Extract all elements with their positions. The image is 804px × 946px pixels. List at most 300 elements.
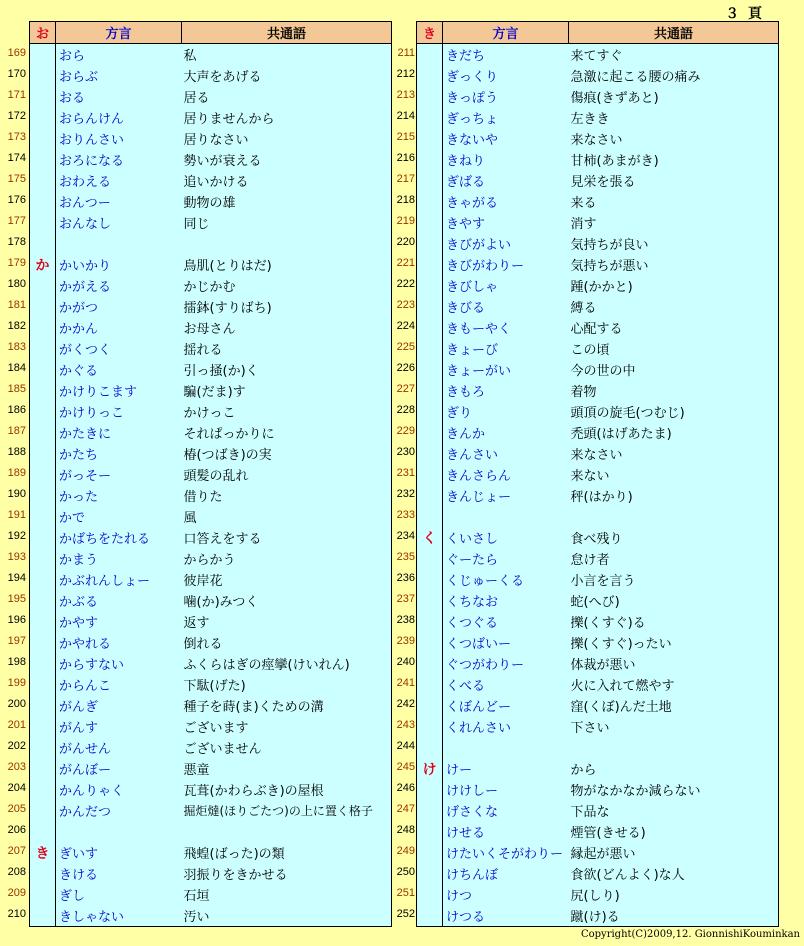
section-kana <box>417 359 443 380</box>
section-kana <box>417 695 443 716</box>
dialect-word: がんぎ <box>56 695 182 716</box>
row-number: 183 <box>7 341 26 353</box>
section-kana <box>417 569 443 590</box>
dialect-word: かがつ <box>56 296 182 317</box>
table-row <box>30 380 392 401</box>
standard-word: 同じ <box>182 212 392 233</box>
table-row <box>417 443 779 464</box>
table-row <box>30 233 392 254</box>
table-row <box>417 737 779 758</box>
section-kana <box>417 128 443 149</box>
dialect-word: かぶる <box>56 590 182 611</box>
row-number: 215 <box>396 131 415 143</box>
table-row <box>417 779 779 800</box>
standard-word: 揺れる <box>182 338 392 359</box>
standard-word: 風 <box>182 506 392 527</box>
row-number: 216 <box>396 152 415 164</box>
table-row <box>30 359 392 380</box>
table-row <box>30 107 392 128</box>
standard-word: 返す <box>182 611 392 632</box>
dialect-word: けー <box>443 758 569 779</box>
row-number: 251 <box>396 887 415 899</box>
row-number: 226 <box>396 362 415 374</box>
section-kana: く <box>417 527 443 548</box>
standard-word: 擂鉢(すりばち) <box>182 296 392 317</box>
row-number: 214 <box>396 110 415 122</box>
table-row <box>417 800 779 821</box>
section-kana <box>30 233 56 254</box>
standard-word: それぱっかりに <box>182 422 392 443</box>
dialect-word: がくつく <box>56 338 182 359</box>
section-kana <box>30 779 56 800</box>
table-row <box>417 317 779 338</box>
dialect-word: かかん <box>56 317 182 338</box>
row-number: 202 <box>7 740 26 752</box>
section-kana <box>30 380 56 401</box>
dialect-word: かぐる <box>56 359 182 380</box>
table-row <box>30 44 392 66</box>
standard-word: 下さい <box>569 716 779 737</box>
table-row <box>417 884 779 905</box>
standard-word: 気持ちが悪い <box>569 254 779 275</box>
row-number: 211 <box>397 47 415 59</box>
standard-word: 秤(はかり) <box>569 485 779 506</box>
section-kana <box>30 359 56 380</box>
dialect-word: がんせん <box>56 737 182 758</box>
row-number: 234 <box>396 530 415 542</box>
dialect-word: おらんけん <box>56 107 182 128</box>
dialect-word: きける <box>56 863 182 884</box>
table-row <box>30 170 392 191</box>
section-kana <box>30 485 56 506</box>
row-number: 206 <box>7 824 26 836</box>
row-number: 192 <box>7 530 26 542</box>
standard-word: 口答えをする <box>182 527 392 548</box>
section-kana <box>30 569 56 590</box>
row-number: 221 <box>396 257 415 269</box>
section-kana <box>417 590 443 611</box>
row-number: 208 <box>7 866 26 878</box>
header-row <box>30 22 392 44</box>
dialect-word: かやれる <box>56 632 182 653</box>
standard-word: 火に入れて燃やす <box>569 674 779 695</box>
dialect-word: おんつー <box>56 191 182 212</box>
standard-word: 心配する <box>569 317 779 338</box>
section-kana <box>30 464 56 485</box>
standard-word: 勢いが衰える <box>182 149 392 170</box>
table-row <box>417 527 779 548</box>
standard-word: 下駄(げた) <box>182 674 392 695</box>
section-kana <box>30 170 56 191</box>
dialect-word <box>443 737 569 758</box>
row-number: 188 <box>7 446 26 458</box>
row-number: 204 <box>7 782 26 794</box>
dialect-word: かった <box>56 485 182 506</box>
section-kana <box>30 653 56 674</box>
section-kana <box>30 44 56 66</box>
row-number: 245 <box>396 761 415 773</box>
standard-word: 縁起が悪い <box>569 842 779 863</box>
table-row <box>417 695 779 716</box>
standard-word: 今の世の中 <box>569 359 779 380</box>
dialect-word: ぎし <box>56 884 182 905</box>
row-number: 171 <box>7 89 26 101</box>
dialect-word: くじゅーくる <box>443 569 569 590</box>
standard-word: 尻(しり) <box>569 884 779 905</box>
row-number: 201 <box>7 719 26 731</box>
row-number: 187 <box>7 425 26 437</box>
section-kana: け <box>417 758 443 779</box>
row-number: 177 <box>7 215 26 227</box>
table-row <box>30 653 392 674</box>
dialect-word: けつ <box>443 884 569 905</box>
standard-word: 騙(だま)す <box>182 380 392 401</box>
row-number: 249 <box>396 845 415 857</box>
section-kana <box>417 380 443 401</box>
dialect-word: おりんさい <box>56 128 182 149</box>
row-number: 250 <box>396 866 415 878</box>
standard-word: 縛る <box>569 296 779 317</box>
dialect-word: かやす <box>56 611 182 632</box>
standard-word <box>569 506 779 527</box>
dialect-word: けけしー <box>443 779 569 800</box>
dialect-word: くちなお <box>443 590 569 611</box>
row-number: 252 <box>396 908 415 920</box>
table-row <box>417 674 779 695</box>
standard-word: 下品な <box>569 800 779 821</box>
dialect-word: かばちをたれる <box>56 527 182 548</box>
dialect-word: きびる <box>443 296 569 317</box>
dialect-word: かで <box>56 506 182 527</box>
table-row <box>417 863 779 884</box>
standard-word: 禿頭(はげあたま) <box>569 422 779 443</box>
table-row <box>417 170 779 191</box>
section-kana <box>30 737 56 758</box>
standard-word: 物がなかなか減らない <box>569 779 779 800</box>
dialect-word <box>443 506 569 527</box>
row-numbers-left <box>0 43 26 925</box>
table-row <box>30 275 392 296</box>
dialect-word <box>56 821 182 842</box>
table-row <box>30 317 392 338</box>
section-kana <box>30 758 56 779</box>
section-kana <box>417 65 443 86</box>
standard-word: 小言を言う <box>569 569 779 590</box>
table-row <box>417 44 779 66</box>
section-kana <box>30 317 56 338</box>
section-kana <box>417 611 443 632</box>
dialect-word: おらぶ <box>56 65 182 86</box>
table-row <box>30 884 392 905</box>
table-row <box>417 548 779 569</box>
row-number: 246 <box>396 782 415 794</box>
dialect-word: おら <box>56 44 182 66</box>
row-number: 228 <box>396 404 415 416</box>
dialect-word: おんなし <box>56 212 182 233</box>
section-kana <box>417 191 443 212</box>
section-kana <box>30 905 56 927</box>
standard-word: 来ない <box>569 464 779 485</box>
dialect-word: かまう <box>56 548 182 569</box>
table-row <box>417 611 779 632</box>
section-kana <box>30 191 56 212</box>
row-number: 207 <box>7 845 26 857</box>
table-row <box>417 758 779 779</box>
standard-word: 彼岸花 <box>182 569 392 590</box>
dialect-word: きびしゃ <box>443 275 569 296</box>
dialect-word: おろになる <box>56 149 182 170</box>
table-row <box>417 590 779 611</box>
dialect-word: かんだつ <box>56 800 182 821</box>
section-kana: か <box>30 254 56 275</box>
standard-word: 頭髪の乱れ <box>182 464 392 485</box>
table-row <box>30 464 392 485</box>
row-number: 217 <box>396 173 415 185</box>
dialect-word: くれんさい <box>443 716 569 737</box>
standard-word: 来る <box>569 191 779 212</box>
standard-word: 私 <box>182 44 392 66</box>
table-row <box>30 611 392 632</box>
standard-word: 左きき <box>569 107 779 128</box>
row-number: 186 <box>7 404 26 416</box>
dialect-word: かたきに <box>56 422 182 443</box>
table-row <box>417 842 779 863</box>
section-kana <box>30 422 56 443</box>
standard-word: 見栄を張る <box>569 170 779 191</box>
section-kana <box>417 422 443 443</box>
dialect-word: きもーやく <box>443 317 569 338</box>
standard-word: 鳥肌(とりはだ) <box>182 254 392 275</box>
standard-word: 食べ残り <box>569 527 779 548</box>
row-number: 179 <box>7 257 26 269</box>
table-row <box>417 149 779 170</box>
table-row <box>417 905 779 927</box>
standard-word: 来てすぐ <box>569 44 779 66</box>
section-kana <box>417 338 443 359</box>
table-row <box>417 821 779 842</box>
dialect-word: ぎいす <box>56 842 182 863</box>
standard-word: 来なさい <box>569 443 779 464</box>
table-row <box>417 212 779 233</box>
row-numbers-right <box>389 43 415 925</box>
table-row <box>30 674 392 695</box>
standard-word: 擽(くすぐ)る <box>569 611 779 632</box>
row-number: 225 <box>396 341 415 353</box>
dialect-word: かんりゃく <box>56 779 182 800</box>
section-kana <box>30 548 56 569</box>
standard-word: 倒れる <box>182 632 392 653</box>
section-kana <box>30 695 56 716</box>
row-number: 185 <box>7 383 26 395</box>
page-number: ３ 頁 <box>725 6 764 22</box>
table-row <box>30 527 392 548</box>
section-kana <box>30 65 56 86</box>
row-number: 218 <box>396 194 415 206</box>
section-kana <box>417 863 443 884</box>
table-row <box>417 716 779 737</box>
row-number: 194 <box>7 572 26 584</box>
section-kana <box>30 506 56 527</box>
table-row <box>30 716 392 737</box>
table-row <box>417 233 779 254</box>
row-number: 222 <box>396 278 415 290</box>
row-number: 190 <box>7 488 26 500</box>
standard-word: 煙管(きせる) <box>569 821 779 842</box>
section-kana <box>30 611 56 632</box>
standard-word: 傷痕(きずあと) <box>569 86 779 107</box>
section-kana <box>30 149 56 170</box>
dialect-word: ぎっちょ <box>443 107 569 128</box>
standard-word: 窪(くぼ)んだ土地 <box>569 695 779 716</box>
row-number: 170 <box>7 68 26 80</box>
standard-word: 大声をあげる <box>182 65 392 86</box>
section-kana <box>30 800 56 821</box>
standard-word: 蹴(け)る <box>569 905 779 927</box>
section-kana: き <box>30 842 56 863</box>
dialect-word: きびがわりー <box>443 254 569 275</box>
row-number: 240 <box>396 656 415 668</box>
row-number: 197 <box>7 635 26 647</box>
standard-word: かけっこ <box>182 401 392 422</box>
section-kana-header: お <box>30 22 56 44</box>
row-number: 210 <box>7 908 26 920</box>
section-kana <box>417 548 443 569</box>
standard-word <box>182 821 392 842</box>
dialect-word: ぐーたら <box>443 548 569 569</box>
row-number: 224 <box>396 320 415 332</box>
section-kana <box>30 107 56 128</box>
row-number: 174 <box>7 152 26 164</box>
row-number: 219 <box>396 215 415 227</box>
table-row <box>30 758 392 779</box>
table-row <box>30 485 392 506</box>
table-row <box>30 65 392 86</box>
dialect-word: きんじょー <box>443 485 569 506</box>
standard-word: から <box>569 758 779 779</box>
standard-word: 引っ掻(か)く <box>182 359 392 380</box>
row-number: 220 <box>396 236 415 248</box>
row-number: 199 <box>7 677 26 689</box>
table-row <box>417 86 779 107</box>
section-kana <box>417 653 443 674</box>
section-kana <box>417 275 443 296</box>
table-row <box>30 632 392 653</box>
table-row <box>417 338 779 359</box>
standard-word: 体裁が悪い <box>569 653 779 674</box>
row-number: 169 <box>7 47 26 59</box>
section-kana <box>417 443 443 464</box>
section-kana <box>417 506 443 527</box>
table-row <box>30 212 392 233</box>
table-row <box>417 107 779 128</box>
dialect-word: きびがよい <box>443 233 569 254</box>
standard-word: 石垣 <box>182 884 392 905</box>
table-row <box>417 359 779 380</box>
standard-word: 気持ちが良い <box>569 233 779 254</box>
section-kana <box>417 86 443 107</box>
table-row <box>30 191 392 212</box>
row-number: 195 <box>7 593 26 605</box>
table-row <box>30 779 392 800</box>
section-kana <box>30 338 56 359</box>
dialect-word: かいかり <box>56 254 182 275</box>
table-row <box>417 401 779 422</box>
standard-word: 動物の雄 <box>182 191 392 212</box>
standard-word: 頭頂の旋毛(つむじ) <box>569 401 779 422</box>
dialect-word: きないや <box>443 128 569 149</box>
table-row <box>417 296 779 317</box>
dialect-word: けたいくそがわりー <box>443 842 569 863</box>
dialect-word: きしゃない <box>56 905 182 927</box>
section-kana <box>417 800 443 821</box>
section-kana <box>30 128 56 149</box>
dialect-word: きもろ <box>443 380 569 401</box>
section-kana <box>417 212 443 233</box>
table-row <box>30 422 392 443</box>
section-kana <box>417 905 443 927</box>
section-kana <box>30 674 56 695</box>
section-kana <box>30 527 56 548</box>
copyright-notice: Copyright(C)2009,12. GionnishiKouminkan <box>580 929 800 940</box>
standard-word: ございます <box>182 716 392 737</box>
section-kana <box>417 716 443 737</box>
table-row <box>30 548 392 569</box>
table-row <box>30 86 392 107</box>
section-kana <box>30 821 56 842</box>
table-row <box>30 821 392 842</box>
table-row <box>30 443 392 464</box>
dialect-word: くぼんどー <box>443 695 569 716</box>
standard-word: 悪童 <box>182 758 392 779</box>
dialect-column-header: 方言 <box>443 22 569 44</box>
dialect-word: ぐつがわりー <box>443 653 569 674</box>
dialect-word: かけりこます <box>56 380 182 401</box>
row-number: 238 <box>396 614 415 626</box>
row-number: 178 <box>7 236 26 248</box>
row-number: 232 <box>396 488 415 500</box>
dialect-word: きやす <box>443 212 569 233</box>
dialect-word: からすない <box>56 653 182 674</box>
section-kana <box>417 233 443 254</box>
row-number: 209 <box>7 887 26 899</box>
row-number: 227 <box>396 383 415 395</box>
section-kana <box>417 401 443 422</box>
dialect-word: けちんぼ <box>443 863 569 884</box>
section-kana <box>30 443 56 464</box>
row-number: 181 <box>7 299 26 311</box>
section-kana <box>30 212 56 233</box>
dialect-word: くつぐる <box>443 611 569 632</box>
standard-word: 掘炬燵(ほりごたつ)の上に置く格子 <box>182 800 392 821</box>
dialect-word: おわえる <box>56 170 182 191</box>
standard-word: 種子を蒔(ま)くための溝 <box>182 695 392 716</box>
row-number: 243 <box>396 719 415 731</box>
row-number: 189 <box>7 467 26 479</box>
standard-word: 踵(かかと) <box>569 275 779 296</box>
section-kana <box>417 737 443 758</box>
standard-word <box>182 233 392 254</box>
table-row <box>30 842 392 863</box>
dialect-word: がんぼー <box>56 758 182 779</box>
dialect-word: きょーび <box>443 338 569 359</box>
dialect-word: きんか <box>443 422 569 443</box>
table-row <box>30 590 392 611</box>
table-row <box>30 905 392 927</box>
standard-word: 居りなさい <box>182 128 392 149</box>
standard-word: 急激に起こる腰の痛み <box>569 65 779 86</box>
section-kana <box>417 107 443 128</box>
dialect-word: きっぽう <box>443 86 569 107</box>
